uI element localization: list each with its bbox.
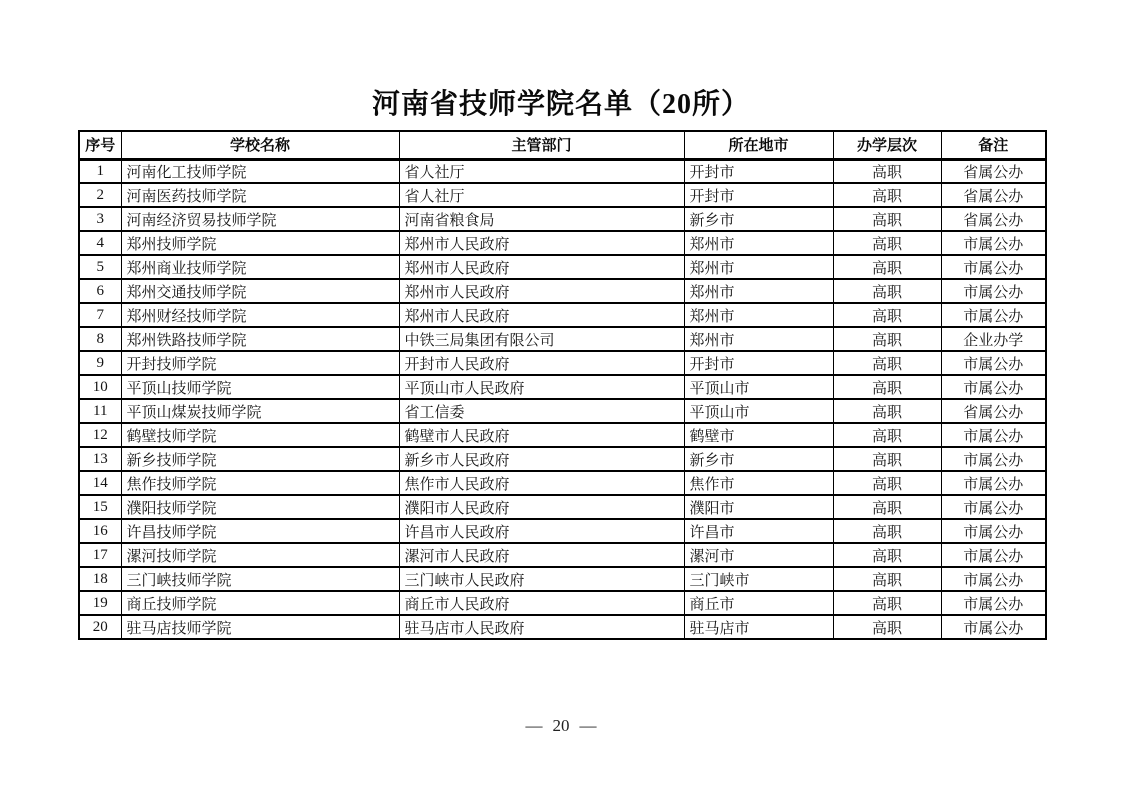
table-row: [79, 567, 1046, 591]
cell-level: 高职: [833, 495, 941, 519]
cell-level: 高职: [833, 183, 941, 207]
cell-index: 10: [79, 375, 121, 399]
cell-school-name: 焦作技师学院: [121, 471, 399, 495]
cell-level: 高职: [833, 327, 941, 351]
cell-index: 3: [79, 207, 121, 231]
cell-remark: 省属公办: [941, 399, 1046, 423]
table-row: [79, 423, 1046, 447]
cell-city: 开封市: [684, 351, 833, 375]
table-row: [79, 519, 1046, 543]
cell-department: 新乡市人民政府: [399, 447, 684, 471]
table-row: [79, 399, 1046, 423]
cell-index: 8: [79, 327, 121, 351]
table-row: [79, 447, 1046, 471]
cell-department: 郑州市人民政府: [399, 255, 684, 279]
cell-city: 焦作市: [684, 471, 833, 495]
cell-index: 6: [79, 279, 121, 303]
header-cell-school: 学校名称: [121, 131, 399, 159]
cell-level: 高职: [833, 399, 941, 423]
cell-city: 商丘市: [684, 591, 833, 615]
cell-department: 鹤壁市人民政府: [399, 423, 684, 447]
cell-department: 开封市人民政府: [399, 351, 684, 375]
cell-remark: 企业办学: [941, 327, 1046, 351]
footer-left-dash: —: [525, 716, 543, 735]
table-row: [79, 327, 1046, 351]
cell-remark: 市属公办: [941, 591, 1046, 615]
cell-level: 高职: [833, 351, 941, 375]
cell-school-name: 平顶山煤炭技师学院: [121, 399, 399, 423]
cell-city: 濮阳市: [684, 495, 833, 519]
cell-department: 郑州市人民政府: [399, 279, 684, 303]
cell-index: 12: [79, 423, 121, 447]
cell-school-name: 商丘技师学院: [121, 591, 399, 615]
cell-level: 高职: [833, 255, 941, 279]
cell-school-name: 驻马店技师学院: [121, 615, 399, 639]
cell-remark: 市属公办: [941, 231, 1046, 255]
cell-city: 平顶山市: [684, 399, 833, 423]
cell-remark: 市属公办: [941, 255, 1046, 279]
cell-city: 郑州市: [684, 327, 833, 351]
cell-remark: 市属公办: [941, 375, 1046, 399]
cell-index: 19: [79, 591, 121, 615]
cell-city: 平顶山市: [684, 375, 833, 399]
cell-remark: 市属公办: [941, 279, 1046, 303]
cell-department: 平顶山市人民政府: [399, 375, 684, 399]
cell-department: 驻马店市人民政府: [399, 615, 684, 639]
cell-city: 许昌市: [684, 519, 833, 543]
cell-level: 高职: [833, 159, 941, 183]
cell-department: 郑州市人民政府: [399, 231, 684, 255]
cell-remark: 市属公办: [941, 351, 1046, 375]
cell-remark: 市属公办: [941, 471, 1046, 495]
cell-school-name: 新乡技师学院: [121, 447, 399, 471]
cell-remark: 市属公办: [941, 423, 1046, 447]
cell-level: 高职: [833, 519, 941, 543]
cell-index: 5: [79, 255, 121, 279]
table-row: [79, 351, 1046, 375]
table-row: [79, 159, 1046, 183]
cell-remark: 市属公办: [941, 303, 1046, 327]
cell-city: 郑州市: [684, 279, 833, 303]
cell-remark: 省属公办: [941, 159, 1046, 183]
cell-city: 开封市: [684, 159, 833, 183]
cell-index: 13: [79, 447, 121, 471]
cell-level: 高职: [833, 279, 941, 303]
cell-level: 高职: [833, 231, 941, 255]
cell-level: 高职: [833, 375, 941, 399]
table-row: [79, 183, 1046, 207]
cell-school-name: 濮阳技师学院: [121, 495, 399, 519]
cell-remark: 市属公办: [941, 519, 1046, 543]
page-number: 20: [552, 716, 570, 735]
cell-index: 14: [79, 471, 121, 495]
cell-city: 漯河市: [684, 543, 833, 567]
cell-level: 高职: [833, 543, 941, 567]
cell-school-name: 郑州交通技师学院: [121, 279, 399, 303]
cell-city: 新乡市: [684, 447, 833, 471]
header-cell-index: 序号: [79, 131, 121, 159]
cell-department: 濮阳市人民政府: [399, 495, 684, 519]
table-row: [79, 279, 1046, 303]
cell-level: 高职: [833, 567, 941, 591]
cell-school-name: 郑州财经技师学院: [121, 303, 399, 327]
college-roster-table: [78, 130, 1047, 640]
cell-school-name: 郑州商业技师学院: [121, 255, 399, 279]
cell-department: 焦作市人民政府: [399, 471, 684, 495]
cell-remark: 市属公办: [941, 495, 1046, 519]
cell-index: 7: [79, 303, 121, 327]
cell-level: 高职: [833, 423, 941, 447]
cell-school-name: 平顶山技师学院: [121, 375, 399, 399]
cell-remark: 市属公办: [941, 615, 1046, 639]
cell-school-name: 河南化工技师学院: [121, 159, 399, 183]
cell-remark: 省属公办: [941, 183, 1046, 207]
cell-level: 高职: [833, 471, 941, 495]
cell-school-name: 三门峡技师学院: [121, 567, 399, 591]
table-row: [79, 231, 1046, 255]
cell-city: 郑州市: [684, 303, 833, 327]
cell-department: 许昌市人民政府: [399, 519, 684, 543]
cell-city: 三门峡市: [684, 567, 833, 591]
cell-school-name: 河南经济贸易技师学院: [121, 207, 399, 231]
table-row: [79, 207, 1046, 231]
cell-department: 漯河市人民政府: [399, 543, 684, 567]
cell-city: 郑州市: [684, 255, 833, 279]
cell-index: 1: [79, 159, 121, 183]
cell-index: 16: [79, 519, 121, 543]
table-row: [79, 375, 1046, 399]
cell-index: 4: [79, 231, 121, 255]
cell-remark: 省属公办: [941, 207, 1046, 231]
cell-level: 高职: [833, 447, 941, 471]
cell-level: 高职: [833, 615, 941, 639]
cell-level: 高职: [833, 591, 941, 615]
cell-school-name: 开封技师学院: [121, 351, 399, 375]
cell-index: 15: [79, 495, 121, 519]
cell-level: 高职: [833, 303, 941, 327]
header-cell-city: 所在地市: [684, 131, 833, 159]
table-row: [79, 591, 1046, 615]
cell-school-name: 鹤壁技师学院: [121, 423, 399, 447]
table-row: [79, 495, 1046, 519]
cell-department: 省人社厅: [399, 183, 684, 207]
cell-index: 11: [79, 399, 121, 423]
cell-department: 三门峡市人民政府: [399, 567, 684, 591]
cell-city: 驻马店市: [684, 615, 833, 639]
footer-right-dash: —: [579, 716, 597, 735]
table-row: [79, 255, 1046, 279]
cell-department: 省工信委: [399, 399, 684, 423]
cell-city: 开封市: [684, 183, 833, 207]
cell-index: 18: [79, 567, 121, 591]
cell-city: 鹤壁市: [684, 423, 833, 447]
cell-department: 省人社厅: [399, 159, 684, 183]
table-header-row: [79, 131, 1046, 159]
cell-index: 9: [79, 351, 121, 375]
cell-remark: 市属公办: [941, 447, 1046, 471]
header-cell-department: 主管部门: [399, 131, 684, 159]
cell-city: 郑州市: [684, 231, 833, 255]
page-footer: [0, 716, 1122, 736]
cell-school-name: 许昌技师学院: [121, 519, 399, 543]
header-cell-remark: 备注: [941, 131, 1046, 159]
header-cell-level: 办学层次: [833, 131, 941, 159]
cell-department: 商丘市人民政府: [399, 591, 684, 615]
table-row: [79, 615, 1046, 639]
page-title: 河南省技师学院名单（20所）: [371, 89, 750, 120]
cell-department: 郑州市人民政府: [399, 303, 684, 327]
cell-school-name: 郑州铁路技师学院: [121, 327, 399, 351]
cell-school-name: 河南医药技师学院: [121, 183, 399, 207]
cell-index: 2: [79, 183, 121, 207]
cell-school-name: 郑州技师学院: [121, 231, 399, 255]
cell-department: 河南省粮食局: [399, 207, 684, 231]
cell-city: 新乡市: [684, 207, 833, 231]
cell-index: 20: [79, 615, 121, 639]
table-body: [79, 159, 1046, 639]
cell-department: 中铁三局集团有限公司: [399, 327, 684, 351]
table-row: [79, 471, 1046, 495]
table-row: [79, 543, 1046, 567]
cell-remark: 市属公办: [941, 543, 1046, 567]
cell-index: 17: [79, 543, 121, 567]
cell-school-name: 漯河技师学院: [121, 543, 399, 567]
cell-level: 高职: [833, 207, 941, 231]
cell-remark: 市属公办: [941, 567, 1046, 591]
table-row: [79, 303, 1046, 327]
